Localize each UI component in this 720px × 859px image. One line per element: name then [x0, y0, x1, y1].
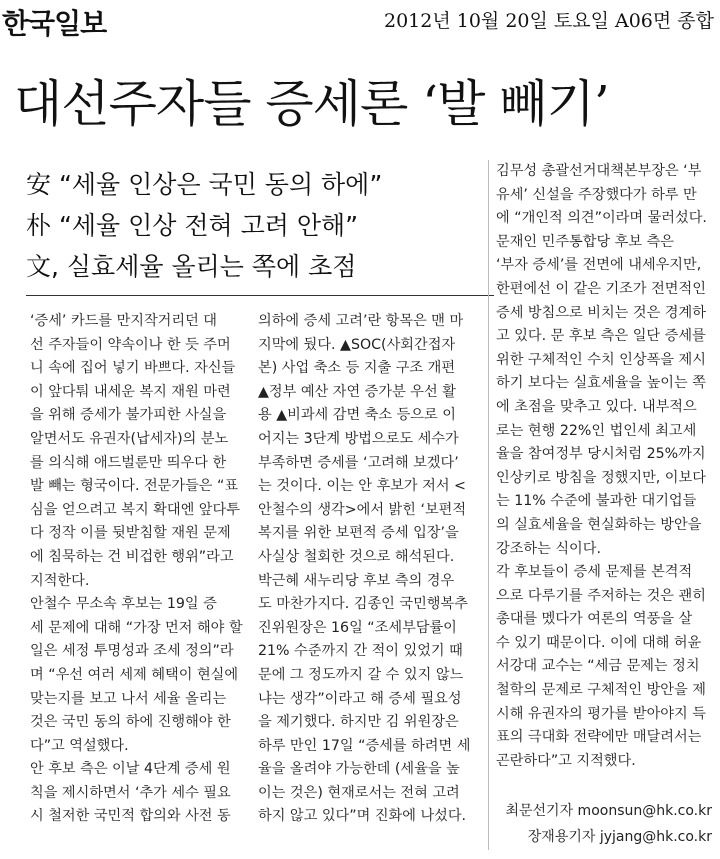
article-line: 는 11% 수준에 불과한 대기업들	[496, 493, 697, 510]
article-line: 을 위해 증세가 불가피한 사실을	[30, 407, 227, 424]
article-line: 문재인 민주통합당 후보 측은	[496, 233, 674, 250]
article-line: 안 후보 측은 이날 4단계 증세 원	[30, 761, 231, 778]
article-line: 하루 만인 17일 “증세를 하려면 세	[258, 737, 471, 754]
article-line: 니 속에 집어 넣기 바쁘다. 자신들	[30, 360, 236, 377]
article-line: 으로 다루기를 주저하는 것은 괜히	[496, 587, 706, 604]
article-line: 를 의식해 애드벌룬만 띄우다 한	[30, 454, 227, 471]
article-line: 복지를 위한 보편적 증세 입장’을	[258, 525, 459, 542]
article-line: 을 제기했다. 하지만 김 위원장은	[258, 714, 459, 731]
article-line: 증세 방침으로 비치는 것은 경계하	[496, 304, 706, 321]
article-line: 본) 사업 축소 등 지출 구조 개편	[258, 360, 456, 377]
article-line: 지막에 뒀다. ▲SOC(사회간접자	[258, 336, 456, 353]
article-line: ‘증세’ 카드를 만지작거리던 대	[30, 313, 218, 329]
article-line: 유세’ 신설을 주장했다가 하루 만	[496, 186, 697, 203]
article-line: 21% 수준까지 간 적이 있었기 때	[258, 643, 463, 660]
article-line: 칙을 제시하면서 ‘추가 세수 필요	[30, 784, 231, 801]
article-line: 부족하면 증세를 ‘고려해 보겠다’	[258, 454, 459, 471]
article-line: 용 ▲비과세 감면 축소 등으로 이	[258, 407, 456, 424]
article-line: 율을 참여정부 당시처럼 25%까지	[496, 446, 706, 463]
article-line: 다”고 역설했다.	[30, 737, 129, 754]
article-line: 것은 국민 동의 하에 진행해야 한	[30, 714, 231, 731]
article-line: 에 침묵하는 건 비겁한 행위”라고	[30, 548, 234, 565]
article-column-3	[496, 160, 718, 773]
article-line: 한편에선 이 같은 기조가 전면적인	[496, 280, 706, 297]
article-line: 시 철저한 국민적 합의와 사전 동	[30, 808, 231, 825]
article-line: 인상키로 방침을 정했지만, 이보다	[496, 469, 706, 486]
article-line: 이는 것은) 현재로서는 전혀 고려	[258, 784, 460, 801]
article-line: 이 앞다퉈 내세운 복지 재원 마련	[30, 383, 231, 400]
article-line: 에 “개인적 의견”이라며 물러섰다.	[496, 210, 707, 227]
article-line: 도 마찬가지다. 김종인 국민행복추	[258, 596, 468, 613]
article-line: 진위원장은 16일 “조세부담률이	[258, 619, 457, 636]
article-line: 맞는지를 보고 나서 세율 올리는	[30, 690, 227, 707]
article-line: ▲정부 예산 자연 증가분 우선 활	[258, 383, 456, 400]
subhead-divider	[26, 295, 494, 296]
newspaper-logo: 한국일보	[2, 7, 107, 40]
article-line: 안철수 무소속 후보는 19일 증	[30, 596, 217, 613]
byline-jang: 장재용기자 jyjang@hk.co.kr	[527, 829, 712, 845]
article-line: 김무성 총괄선거대책본부장은 ‘부	[496, 163, 702, 179]
article-line: 서강대 교수는 “세금 문제는 정치	[496, 658, 700, 675]
article-line: 표의 극대화 전략에만 매달려서는	[496, 729, 702, 746]
article-line: 총대를 멨다가 여론의 역풍을 살	[496, 611, 693, 628]
article-line: 지적한다.	[30, 572, 90, 589]
article-line: 의 실효세율을 현실화하는 방안을	[496, 516, 702, 533]
article-line: 사실상 철회한 것으로 해석된다.	[258, 548, 455, 565]
article-line: 안철수의 생각>에서 밝힌 ‘보편적	[258, 501, 467, 518]
headline: 대선주자들 증세론 ‘발 빼기’	[14, 75, 609, 133]
masthead	[0, 0, 720, 50]
column-divider	[488, 160, 489, 850]
article-line: 일은 세정 투명성과 조세 정의”라	[30, 643, 234, 660]
article-line: 며 “우선 여러 세제 혜택이 현실에	[30, 666, 239, 683]
article-line: 위한 구체적인 수치 인상폭을 제시	[496, 351, 706, 368]
article-line: 하지 않고 있다”며 진화에 나섰다.	[258, 808, 467, 825]
article-column-2	[258, 310, 482, 829]
article-line: 문에 그 정도까지 갈 수 있지 않느	[258, 666, 464, 683]
article-line: 고 있다. 문 후보 측은 일단 증세를	[496, 328, 706, 345]
byline-choi: 최문선기자 moonsun@hk.co.kr	[505, 803, 712, 819]
article-line: 수 있기 때문이다. 이에 대해 허윤	[496, 634, 702, 651]
article-line: 곤란하다”고 지적했다.	[496, 752, 636, 769]
article-line: 강조하는 식이다.	[496, 540, 601, 557]
article-line: 박근혜 새누리당 후보 측의 경우	[258, 572, 455, 589]
article-line: 알면서도 유권자(납세자)의 분노	[30, 430, 229, 447]
article-line: 각 후보들이 증세 문제를 본격적	[496, 564, 693, 581]
article-line: 는 것이다. 이는 안 후보가 저서 <	[258, 478, 466, 495]
article-line: 선 주자들이 약속이나 한 듯 주머	[30, 336, 231, 353]
subheadlines	[26, 164, 382, 287]
article-line: 세 문제에 대해 “가장 먼저 해야 할	[30, 619, 243, 636]
article-line: 로는 현행 22%인 법인세 최고세	[496, 422, 697, 439]
article-line: 율을 올려야 가능한데 (세율을 높	[258, 761, 460, 778]
article-line: 하기 보다는 실효세율을 높이는 쪽	[496, 375, 706, 392]
article-line: 다 정작 이를 뒷받침할 재원 문제	[30, 525, 231, 542]
subheadline-ahn: 安 “세율 인상은 국민 동의 하에”	[26, 170, 383, 199]
article-column-1	[30, 310, 254, 829]
article-line: 시해 유권자의 평가를 받아야지 득	[496, 705, 706, 722]
article-line: ‘부자 증세’를 전면에 내세우지만,	[496, 257, 702, 274]
article-line: 발 빼는 형국이다. 전문가들은 “표	[30, 478, 239, 495]
subheadline-park: 朴 “세율 인상 전혀 고려 안해”	[26, 211, 359, 240]
subheadline-moon: 文, 실효세율 올리는 쪽에 초점	[26, 252, 357, 281]
article-line: 심을 얻으려고 복지 확대엔 앞다투	[30, 501, 240, 518]
article-line: 의하에 증세 고려’란 항목은 맨 마	[258, 313, 464, 329]
article-line: 철학의 문제로 구체적인 방안을 제	[496, 682, 706, 699]
dateline: 2012년 10월 20일 토요일 A06면 종합	[384, 10, 714, 32]
article-line: 에 초점을 맞추고 있다. 내부적으	[496, 398, 697, 415]
article-line: 냐는 생각”이라고 해 증세 필요성	[258, 690, 462, 707]
article-line: 어지는 3단계 방법으로도 세수가	[258, 430, 459, 447]
